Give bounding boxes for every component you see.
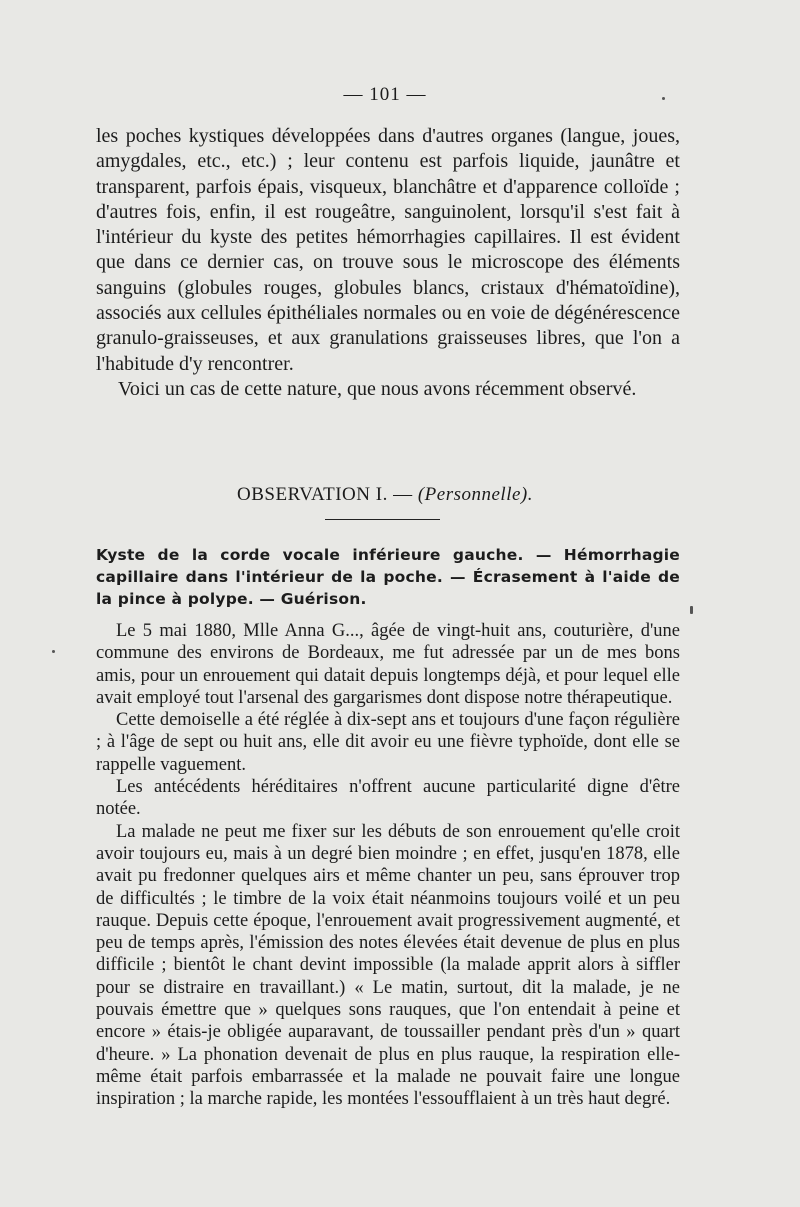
intro-paragraph: les poches kystiques développées dans d'autres organes (langue, joues, amygdales, etc., etc.) ; leur contenu est parfois liquide, jaunâtre et transparent, parfois épais, visqueux, blanchâtre et d'apparence colloïde ; d'autres fois, enfin, il est rougeâtre, sanguinolent, lorsqu'il s'est fait à l'intérieur du kyste des petites hémorrhagies capillaires. Il est évident que dans ce dernier cas, on trouve sous le microscope des éléments sanguins (globules rouges, globules blancs, cristaux d'hématoïdine), associés aux cellules épithéliales normales ou en voie de dégénérescence granulo-graisseuses, et aux granulations graisseuses libres, que l'on a l'habitude d'y rencontrer. <box>96 125 680 375</box>
intro-text <box>96 124 680 402</box>
case-paragraph: La malade ne peut me fixer sur les débuts de son enrouement qu'elle croit avoir toujours eu, mais à un degré bien moindre ; en effet, jusqu'en 1878, elle avait pu fredonner quelques airs et même chanter un peu, sans éprouver trop de difficultés ; le timbre de la voix était néanmoins toujours voilé et un peu rauque. Depuis cette époque, l'enrouement avait progressivement augmenté, et peu de temps après, l'émission des notes élevées était devenue de plus en plus difficile ; bientôt le chant devint impossible (la malade apprit alors à siffler pour se distraire en travaillant.) « Le matin, surtout, dit la malade, je ne pouvais émettre que » quelques sons rauques, que l'on entendait à peine et encore » étais-je obligée auparavant, de toussailler pendant près d'un » quart d'heure. » La phonation devenait de plus en plus rauque, la respiration elle-même était parfois embarrassée et la malade ne pouvait faire une longue inspiration ; la marche rapide, les montées l'essoufflaient à un très haut degré. <box>96 821 680 1110</box>
section-divider <box>325 519 440 520</box>
case-paragraph: Cette demoiselle a été réglée à dix-sept ans et toujours d'une façon régulière ; à l'âge de sept ou huit ans, elle dit avoir eu une fièvre typhoïde, dont elle se rappelle vaguement. <box>96 710 680 775</box>
page-number: — 101 — <box>343 84 427 105</box>
intro-paragraph: Voici un cas de cette nature, que nous avons récemment observé. <box>118 377 637 400</box>
observation-label: OBSERVATION I. — <box>237 484 413 505</box>
case-title: Kyste de la corde vocale inférieure gauche. — Hémorrhagie capillaire dans l'intérieur de la poche. — Écrasement à l'aide de la pince à polype. — Guérison. <box>96 546 680 608</box>
case-paragraph: Le 5 mai 1880, Mlle Anna G..., âgée de vingt-huit ans, couturière, d'une commune des environs de Bordeaux, me fut adressée par un de mes bons amis, pour un enrouement qui datait depuis longtemps déjà, et pour lequel elle avait employé tout l'arsenal des gargarismes dont dispose notre thérapeutique. <box>96 621 680 708</box>
paper-speck <box>662 97 665 100</box>
observation-type: (Personnelle). <box>417 484 533 505</box>
case-body <box>96 620 680 1111</box>
case-paragraph: Les antécédents héréditaires n'offrent aucune particularité digne d'être notée. <box>96 777 680 820</box>
paper-speck <box>690 606 693 614</box>
paper-speck <box>52 650 55 653</box>
observation-heading <box>0 484 770 506</box>
